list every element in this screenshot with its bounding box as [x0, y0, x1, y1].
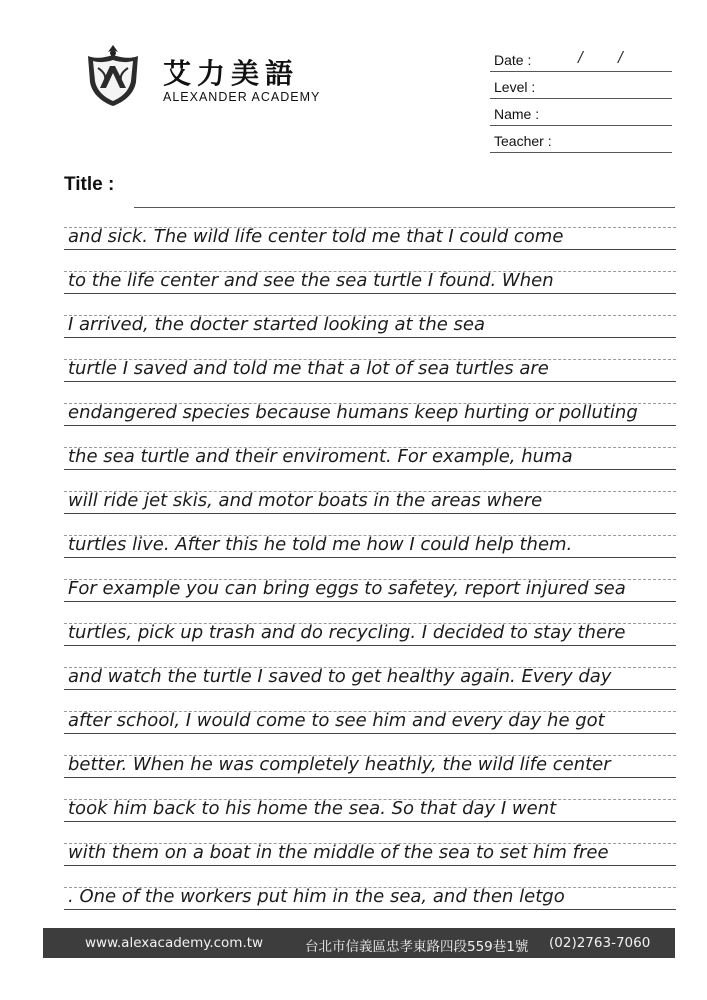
- handwritten-text: turtles, pick up trash and do recycling. I decided to stay there: [68, 622, 626, 643]
- handwritten-text: and watch the turtle I saved to get healthy again. Every day: [68, 666, 612, 687]
- writing-line: [64, 653, 676, 690]
- handwritten-text: endangered species because humans keep hurting or polluting: [68, 402, 638, 423]
- writing-line: [64, 785, 676, 822]
- brand-name-chinese: 艾力美語: [163, 57, 300, 90]
- writing-line: [64, 741, 676, 778]
- handwritten-essay: [64, 213, 676, 925]
- writing-line: [64, 565, 676, 602]
- writing-line: [64, 521, 676, 558]
- writing-line: [64, 609, 676, 646]
- handwritten-text: and sick. The wild life center told me that I could come: [68, 226, 564, 247]
- footer-website: www.alexacademy.com.tw: [85, 935, 264, 951]
- writing-line: [64, 257, 676, 294]
- writing-line: [64, 829, 676, 866]
- level-field: [490, 76, 672, 99]
- date-label: Date :: [494, 52, 532, 68]
- footer-address: 台北市信義區忠孝東路四段559巷1號: [305, 939, 529, 955]
- footer-phone: (02)2763-7060: [549, 935, 651, 951]
- writing-line: [64, 873, 676, 910]
- name-field: [490, 103, 672, 126]
- footer-bar: [43, 928, 675, 958]
- academy-crest-icon: [80, 42, 146, 108]
- handwritten-text: For example you can bring eggs to safetey, report injured sea: [68, 578, 626, 599]
- level-label: Level :: [494, 79, 536, 95]
- writing-line: [64, 697, 676, 734]
- writing-line: [64, 213, 676, 250]
- handwritten-text: turtles live. After this he told me how I could help them.: [68, 534, 573, 555]
- handwritten-text: better. When he was completely heathly, the wild life center: [68, 754, 611, 775]
- date-slash-mark: /: [618, 48, 623, 67]
- writing-line: [64, 477, 676, 514]
- writing-line: [64, 433, 676, 470]
- writing-line: [64, 301, 676, 338]
- handwritten-text: with them on a boat in the middle of the sea to set him free: [68, 842, 609, 863]
- handwritten-text: I arrived, the docter started looking at the sea: [68, 314, 486, 335]
- handwritten-text: took him back to his home the sea. So that day I went: [68, 798, 557, 819]
- title-underline: [134, 207, 675, 208]
- handwritten-text: turtle I saved and told me that a lot of sea turtles are: [68, 358, 549, 379]
- title-label: Title :: [64, 174, 115, 195]
- date-field: [490, 49, 672, 72]
- writing-line: [64, 389, 676, 426]
- date-slash-mark: /: [578, 48, 583, 67]
- brand-name-english: ALEXANDER ACADEMY: [163, 90, 321, 104]
- teacher-label: Teacher :: [494, 133, 552, 149]
- writing-line: [64, 345, 676, 382]
- handwritten-text: will ride jet skis, and motor boats in the areas where: [68, 490, 543, 511]
- handwritten-text: after school, I would come to see him and every day he got: [68, 710, 605, 731]
- handwritten-text: the sea turtle and their enviroment. For example, huma: [68, 446, 573, 467]
- teacher-field: [490, 130, 672, 153]
- handwritten-text: to the life center and see the sea turtle I found. When: [68, 270, 554, 291]
- name-label: Name :: [494, 106, 540, 122]
- handwritten-text: . One of the workers put him in the sea, and then letgo: [68, 886, 565, 907]
